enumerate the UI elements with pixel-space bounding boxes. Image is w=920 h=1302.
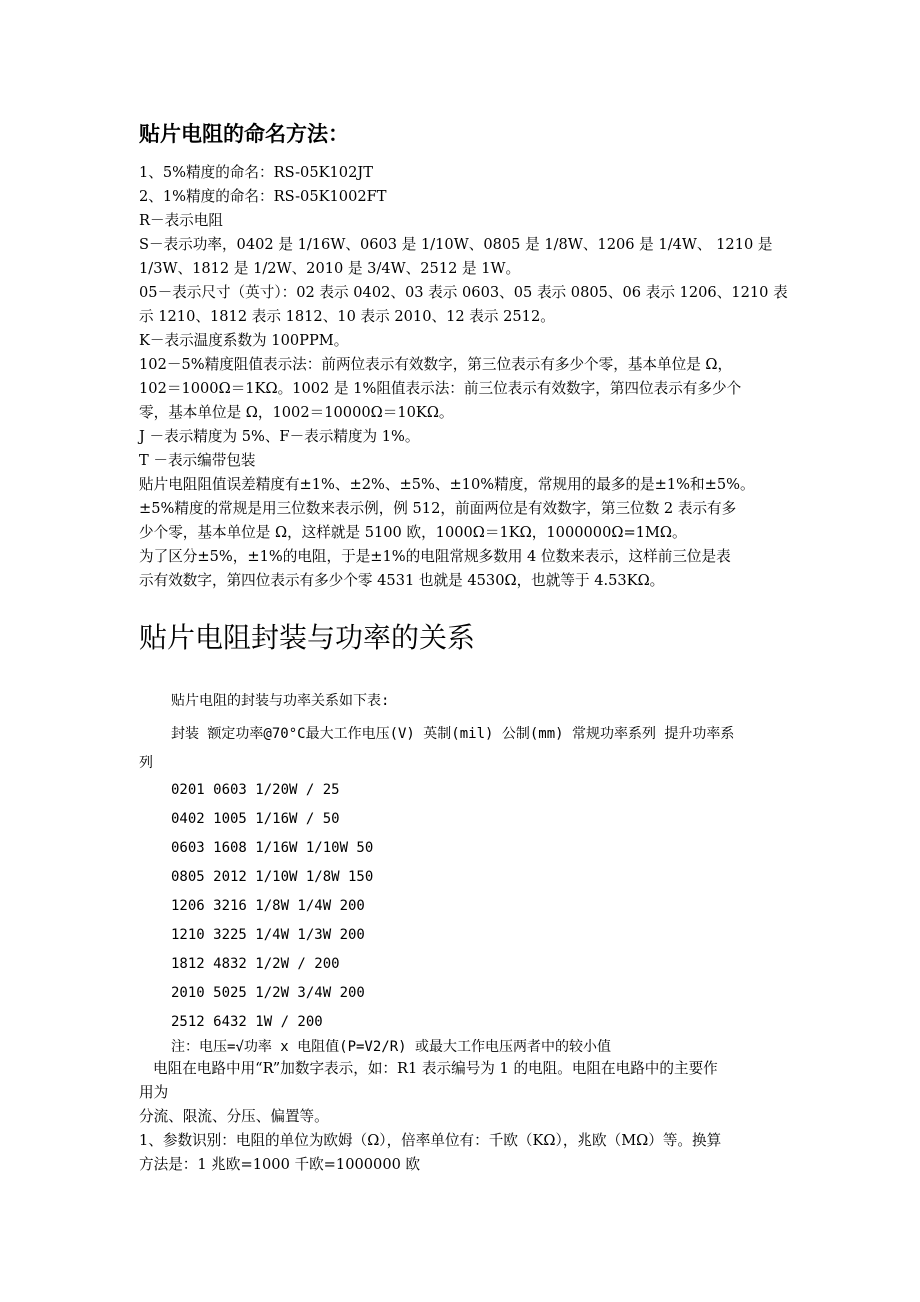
body-line: 1、参数识别：电阻的单位为欧姆（Ω），倍率单位有：千欧（KΩ），兆欧（MΩ）等。换算: [139, 1132, 722, 1149]
table-header-wrap: 列: [139, 755, 153, 771]
table-row: 0402 1005 1/16W / 50: [171, 811, 340, 827]
table-row: 0201 0603 1/20W / 25: [171, 782, 340, 798]
body-line: 零，基本单位是 Ω，1002＝10000Ω＝10KΩ。: [139, 404, 454, 421]
table-row: 0603 1608 1/16W 1/10W 50: [171, 840, 374, 856]
table-row: 1206 3216 1/8W 1/4W 200: [171, 898, 365, 914]
table-row: 0805 2012 1/10W 1/8W 150: [171, 869, 374, 885]
body-line: T －表示编带包装: [139, 452, 256, 469]
table-note: 注：电压=√功率 x 电阻值(P=V2/R) 或最大工作电压两者中的较小值: [171, 1039, 612, 1055]
body-line: 方法是：1 兆欧=1000 千欧=1000000 欧: [139, 1156, 421, 1173]
body-line: 2、1%精度的命名：RS-05K1002FT: [139, 188, 387, 205]
table-row: 1210 3225 1/4W 1/3W 200: [171, 927, 365, 943]
body-line: 电阻在电路中用“R”加数字表示，如：R1 表示编号为 1 的电阻。电阻在电路中的主要作: [153, 1060, 718, 1077]
body-line: 示有效数字，第四位表示有多少个零 4531 也就是 4530Ω，也就等于 4.53KΩ。: [139, 572, 665, 589]
table-header: 封装 额定功率@70°C最大工作电压(V) 英制(mil) 公制(mm) 常规功率系列 提升功率系: [171, 726, 735, 742]
body-line: 贴片电阻阻值误差精度有±1%、±2%、±5%、±10%精度，常规用的最多的是±1%和±5%。: [139, 476, 755, 493]
body-line: 102－5%精度阻值表示法：前两位表示有效数字，第三位表示有多少个零，基本单位是 Ω，: [139, 356, 733, 373]
table-row: 2010 5025 1/2W 3/4W 200: [171, 985, 365, 1001]
body-line: ±5%精度的常规是用三位数来表示例，例 512，前面两位是有效数字，第三位数 2 表示有多: [139, 500, 737, 517]
body-line: R－表示电阻: [139, 212, 223, 229]
body-line: K－表示温度系数为 100PPM。: [139, 332, 349, 349]
section2-title: 贴片电阻封装与功率的关系: [139, 621, 476, 654]
body-line: 分流、限流、分压、偏置等。: [139, 1108, 329, 1125]
body-line: 1/3W、1812 是 1/2W、2010 是 3/4W、2512 是 1W。: [139, 260, 521, 277]
body-line: 用为: [139, 1084, 169, 1101]
table-row: 2512 6432 1W / 200: [171, 1014, 323, 1030]
section1-title: 贴片电阻的命名方法：: [139, 122, 349, 146]
body-line: S－表示功率，0402 是 1/16W、0603 是 1/10W、0805 是 1/8W、1206 是 1/4W、 1210 是: [139, 236, 773, 253]
body-line: 05－表示尺寸（英寸）：02 表示 0402、03 表示 0603、05 表示 0805、06 表示 1206、1210 表: [139, 284, 788, 301]
body-line: J －表示精度为 5%、F－表示精度为 1%。: [139, 428, 420, 445]
table-intro: 贴片电阻的封装与功率关系如下表:: [171, 693, 390, 709]
body-line: 102＝1000Ω＝1KΩ。1002 是 1%阻值表示法：前三位表示有效数字，第四位表示有多少个: [139, 380, 742, 397]
body-line: 为了区分±5%，±1%的电阻，于是±1%的电阻常规多数用 4 位数来表示，这样前三位是表: [139, 548, 731, 565]
table-row: 1812 4832 1/2W / 200: [171, 956, 340, 972]
body-line: 示 1210、1812 表示 1812、10 表示 2010、12 表示 2512。: [139, 308, 555, 325]
body-line: 少个零，基本单位是 Ω，这样就是 5100 欧，1000Ω＝1KΩ，1000000Ω=1MΩ。: [139, 524, 687, 541]
body-line: 1、5%精度的命名：RS-05K102JT: [139, 164, 373, 181]
